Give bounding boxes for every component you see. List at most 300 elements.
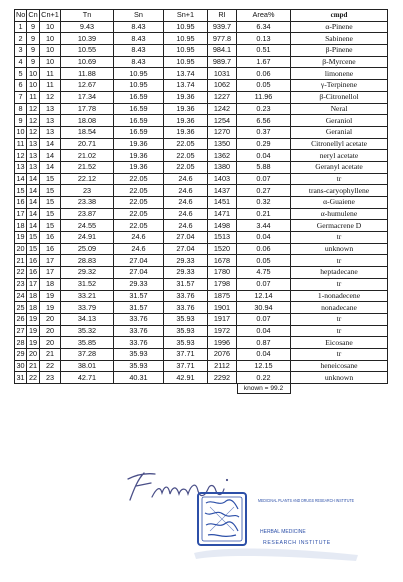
cell-no: 27: [16, 325, 25, 335]
cell-no: 5: [15, 68, 27, 80]
cell-sn: 24.6: [114, 243, 164, 255]
cell-compound: Eicosane: [291, 337, 388, 349]
cell-ri: 1996: [208, 337, 237, 349]
cell-area: 30.94: [237, 302, 291, 314]
cell-sn1: 19.36: [164, 91, 208, 103]
cell-no: 31: [16, 372, 25, 382]
cell-sn: 8.43: [114, 56, 164, 68]
cell-compound: Geranial: [291, 126, 388, 138]
cell-sn: 16.59: [114, 126, 164, 138]
cell-compound: α-Guaiene: [291, 197, 388, 209]
cell-ri: 1242: [208, 103, 237, 115]
cell-sn: 16.59: [114, 103, 164, 115]
cell-tn: 18.54: [61, 126, 114, 138]
cell-no: 26: [16, 314, 25, 324]
cell-area: 0.13: [237, 33, 291, 45]
cell-sn1: 37.71: [164, 348, 208, 360]
cell-cn1: 10: [40, 56, 61, 68]
cell-cn: 17: [27, 278, 40, 290]
cell-no: 8: [15, 103, 27, 115]
cell-area: 0.29: [237, 138, 291, 150]
col-header-cn1: Cn+1: [41, 10, 59, 20]
table-row: [15, 255, 388, 267]
cell-sn: 35.93: [114, 348, 164, 360]
cell-cn1: 14: [40, 161, 61, 173]
cell-cn1: 16: [40, 232, 61, 244]
cell-no: 6: [15, 80, 27, 92]
stamp-line-2: HERBAL MEDICINE: [260, 529, 306, 535]
cell-sn1: 22.05: [164, 150, 208, 162]
cell-tn: 35.32: [61, 325, 114, 337]
cell-cn1: 19: [40, 302, 61, 314]
cell-tn: 37.28: [61, 348, 114, 360]
cell-ri: 1498: [208, 220, 237, 232]
gc-ms-composition-table: [14, 9, 388, 384]
cell-tn: 28.83: [61, 255, 114, 267]
cell-tn: 23.38: [61, 197, 114, 209]
cell-cn: 9: [27, 45, 40, 57]
cell-cn1: 12: [40, 91, 61, 103]
cell-no: 28: [16, 337, 25, 347]
cell-sn: 10.95: [114, 68, 164, 80]
cell-sn1: 13.74: [164, 68, 208, 80]
col-header-no: No: [16, 10, 26, 20]
table-row: [15, 313, 388, 325]
cell-tn: 12.67: [61, 80, 114, 92]
cell-cn1: 22: [40, 360, 61, 372]
stamp-line-3: RESEARCH INSTITUTE: [263, 540, 331, 546]
cell-cn: 9: [27, 33, 40, 45]
cell-sn: 8.43: [114, 45, 164, 57]
cell-cn1: 15: [40, 185, 61, 197]
cell-cn1: 19: [40, 290, 61, 302]
cell-cn1: 13: [40, 103, 61, 115]
cell-sn1: 13.74: [164, 80, 208, 92]
cell-sn1: 42.91: [164, 372, 208, 384]
cell-no: 22: [16, 267, 25, 277]
table-row: [15, 115, 388, 127]
cell-ri: 1780: [208, 267, 237, 279]
table-row: [15, 208, 388, 220]
cell-no: 2: [15, 33, 27, 45]
cell-compound: tr: [291, 255, 388, 267]
cell-tn: 9.43: [61, 21, 114, 33]
cell-cn: 14: [27, 197, 40, 209]
table-row: [15, 173, 388, 185]
institute-stamp: [190, 487, 360, 569]
cell-area: 0.06: [237, 243, 291, 255]
cell-sn1: 10.95: [164, 45, 208, 57]
table-body: [15, 21, 388, 383]
cell-ri: 1227: [208, 91, 237, 103]
cell-area: 0.07: [237, 313, 291, 325]
cell-sn1: 35.93: [164, 337, 208, 349]
cell-sn1: 10.95: [164, 56, 208, 68]
cell-tn: 29.32: [61, 267, 114, 279]
cell-area: 0.06: [237, 68, 291, 80]
cell-tn: 17.34: [61, 91, 114, 103]
cell-sn1: 22.05: [164, 138, 208, 150]
cell-sn: 31.57: [114, 302, 164, 314]
table-row: [15, 325, 388, 337]
cell-area: 11.96: [237, 91, 291, 103]
cell-cn1: 10: [40, 33, 61, 45]
cell-cn1: 14: [40, 138, 61, 150]
cell-sn: 22.05: [114, 173, 164, 185]
cell-no: 3: [15, 45, 27, 57]
cell-compound: α-humulene: [291, 208, 388, 220]
cell-no: 23: [16, 279, 25, 289]
cell-tn: 21.02: [61, 150, 114, 162]
cell-compound: trans-caryophyllene: [291, 185, 388, 197]
cell-ri: 1451: [208, 197, 237, 209]
cell-cn: 12: [27, 126, 40, 138]
cell-sn1: 19.36: [164, 115, 208, 127]
table-row: [15, 33, 388, 45]
cell-no: 14: [16, 173, 25, 183]
table-row: [15, 232, 388, 244]
cell-cn: 10: [27, 68, 40, 80]
cell-cn: 13: [27, 138, 40, 150]
table-row: [15, 45, 388, 57]
cell-compound: β-Citronellol: [291, 91, 388, 103]
cell-compound: heneicosane: [291, 360, 388, 372]
cell-sn: 24.6: [114, 232, 164, 244]
cell-cn: 9: [27, 21, 40, 33]
cell-cn1: 21: [40, 348, 61, 360]
cell-tn: 33.79: [61, 302, 114, 314]
cell-area: 0.05: [237, 255, 291, 267]
cell-compound: Geraniol: [291, 115, 388, 127]
table-row: [15, 243, 388, 255]
cell-area: 0.04: [237, 348, 291, 360]
cell-ri: 1362: [208, 150, 237, 162]
table-row: [15, 348, 388, 360]
cell-ri: 1678: [208, 255, 237, 267]
cell-ri: 939.7: [208, 21, 237, 33]
cell-area: 0.32: [237, 197, 291, 209]
cell-tn: 34.13: [61, 313, 114, 325]
cell-compound: tr: [291, 173, 388, 185]
cell-sn: 19.36: [114, 150, 164, 162]
cell-no: 10: [16, 127, 25, 137]
cell-compound: Sabinene: [291, 33, 388, 45]
cell-ri: 2292: [208, 372, 237, 384]
cell-tn: 11.88: [61, 68, 114, 80]
cell-compound: tr: [291, 325, 388, 337]
cell-cn: 10: [27, 80, 40, 92]
cell-area: 0.87: [237, 337, 291, 349]
stamp-line-1: MEDICINAL PLANTS AND DRUGS RESEARCH INSTITUTE: [258, 498, 355, 503]
cell-tn: 10.39: [61, 33, 114, 45]
cell-ri: 1471: [208, 208, 237, 220]
col-header-cn: Cn: [28, 10, 38, 20]
cell-cn1: 10: [40, 45, 61, 57]
cell-no: 4: [15, 56, 27, 68]
cell-no: 9: [15, 115, 27, 127]
cell-ri: 1062: [208, 80, 237, 92]
table-row: [15, 138, 388, 150]
col-header-sn: Sn: [114, 10, 164, 22]
cell-cn: 14: [27, 185, 40, 197]
cell-area: 0.23: [237, 103, 291, 115]
cell-ri: 2112: [208, 360, 237, 372]
cell-sn: 22.05: [114, 185, 164, 197]
table-row: [15, 56, 388, 68]
cell-no: 16: [16, 197, 25, 207]
table-row: [15, 103, 388, 115]
cell-cn: 15: [27, 243, 40, 255]
cell-compound: unknown: [291, 243, 388, 255]
cell-sn: 22.05: [114, 208, 164, 220]
cell-no: 12: [16, 150, 25, 160]
cell-cn: 18: [27, 290, 40, 302]
cell-sn: 16.59: [114, 115, 164, 127]
cell-area: 0.04: [237, 325, 291, 337]
col-header-compound: cmpd: [291, 10, 388, 22]
cell-ri: 1875: [208, 290, 237, 302]
cell-area: 0.22: [237, 372, 291, 384]
cell-sn1: 33.76: [164, 290, 208, 302]
cell-area: 1.67: [237, 56, 291, 68]
cell-sn: 19.36: [114, 138, 164, 150]
cell-area: 0.51: [237, 45, 291, 57]
cell-ri: 1254: [208, 115, 237, 127]
table-row: [15, 220, 388, 232]
cell-cn: 13: [27, 150, 40, 162]
cell-cn1: 20: [40, 313, 61, 325]
table-row: [15, 360, 388, 372]
cell-sn1: 22.05: [164, 161, 208, 173]
cell-ri: 977.8: [208, 33, 237, 45]
cell-sn: 22.05: [114, 220, 164, 232]
cell-sn1: 10.95: [164, 21, 208, 33]
cell-compound: Germacrene D: [291, 220, 388, 232]
cell-ri: 1917: [208, 313, 237, 325]
cell-area: 0.07: [237, 173, 291, 185]
cell-cn1: 13: [40, 126, 61, 138]
cell-sn1: 19.36: [164, 126, 208, 138]
cell-cn1: 10: [40, 21, 61, 33]
cell-cn: 13: [27, 161, 40, 173]
cell-sn1: 27.04: [164, 243, 208, 255]
cell-cn1: 16: [40, 243, 61, 255]
cell-ri: 1798: [208, 278, 237, 290]
table-row: [15, 91, 388, 103]
cell-no: 25: [16, 302, 25, 312]
cell-cn1: 13: [40, 115, 61, 127]
cell-tn: 24.91: [61, 232, 114, 244]
cell-cn: 14: [27, 220, 40, 232]
cell-ri: 1520: [208, 243, 237, 255]
cell-area: 0.05: [237, 80, 291, 92]
cell-sn: 22.05: [114, 197, 164, 209]
cell-sn: 8.43: [114, 33, 164, 45]
cell-no: 1: [15, 21, 27, 33]
cell-tn: 42.71: [61, 372, 114, 384]
cell-area: 6.56: [237, 115, 291, 127]
cell-tn: 20.71: [61, 138, 114, 150]
cell-sn: 40.31: [114, 372, 164, 384]
cell-cn1: 23: [40, 372, 61, 384]
cell-ri: 2076: [208, 348, 237, 360]
cell-ri: 1437: [208, 185, 237, 197]
cell-sn1: 37.71: [164, 360, 208, 372]
table-row: [15, 161, 388, 173]
cell-ri: 1972: [208, 325, 237, 337]
cell-tn: 35.85: [61, 337, 114, 349]
cell-ri: 1270: [208, 126, 237, 138]
cell-cn: 12: [27, 103, 40, 115]
cell-sn1: 27.04: [164, 232, 208, 244]
cell-ri: 1380: [208, 161, 237, 173]
cell-cn: 11: [27, 91, 40, 103]
cell-compound: limonene: [291, 68, 388, 80]
cell-cn1: 15: [40, 173, 61, 185]
cell-no: 17: [16, 209, 25, 219]
col-header-sn1: Sn+1: [164, 10, 208, 22]
cell-tn: 31.52: [61, 278, 114, 290]
cell-cn: 12: [27, 115, 40, 127]
table-row: [15, 197, 388, 209]
cell-sn1: 10.95: [164, 33, 208, 45]
cell-no: 18: [16, 220, 25, 230]
table-header-row: [15, 10, 388, 22]
cell-tn: 18.08: [61, 115, 114, 127]
col-header-area: Area%: [237, 10, 291, 22]
cell-compound: neryl acetate: [291, 150, 388, 162]
cell-cn: 22: [27, 372, 40, 384]
cell-compound: γ-Terpinene: [291, 80, 388, 92]
cell-tn: 38.01: [61, 360, 114, 372]
table-row: [15, 126, 388, 138]
cell-area: 0.37: [237, 126, 291, 138]
col-header-ri: RI: [208, 10, 237, 22]
cell-compound: tr: [291, 348, 388, 360]
cell-sn1: 19.36: [164, 103, 208, 115]
cell-compound: β-Myrcene: [291, 56, 388, 68]
cell-area: 0.04: [237, 150, 291, 162]
table-row: [15, 267, 388, 279]
cell-cn1: 15: [40, 197, 61, 209]
cell-ri: 989.7: [208, 56, 237, 68]
cell-cn: 19: [27, 337, 40, 349]
cell-cn: 16: [27, 267, 40, 279]
cell-no: 13: [16, 162, 25, 172]
cell-compound: heptadecane: [291, 267, 388, 279]
cell-tn: 25.09: [61, 243, 114, 255]
cell-no: 24: [16, 290, 25, 300]
cell-area: 12.15: [237, 360, 291, 372]
cell-cn1: 18: [40, 278, 61, 290]
cell-no: 7: [15, 91, 27, 103]
cell-sn1: 24.6: [164, 220, 208, 232]
cell-sn: 27.04: [114, 255, 164, 267]
table-row: [15, 337, 388, 349]
cell-ri: 984.1: [208, 45, 237, 57]
cell-sn1: 29.33: [164, 267, 208, 279]
cell-cn1: 17: [40, 255, 61, 267]
cell-sn1: 24.6: [164, 173, 208, 185]
cell-cn: 9: [27, 56, 40, 68]
table-row: [15, 372, 388, 384]
cell-area: 0.04: [237, 232, 291, 244]
cell-tn: 24.55: [61, 220, 114, 232]
cell-compound: nonadecane: [291, 302, 388, 314]
cell-compound: 1-nonadecene: [291, 290, 388, 302]
cell-sn1: 24.6: [164, 208, 208, 220]
cell-area: 0.21: [237, 208, 291, 220]
cell-tn: 33.21: [61, 290, 114, 302]
cell-ri: 1403: [208, 173, 237, 185]
cell-compound: α-Pinene: [291, 21, 388, 33]
cell-sn1: 24.6: [164, 197, 208, 209]
table-row: [15, 150, 388, 162]
cell-cn: 20: [27, 348, 40, 360]
table-row: [15, 290, 388, 302]
cell-no: 30: [16, 360, 25, 370]
cell-no: 21: [16, 255, 25, 265]
cell-sn: 19.36: [114, 161, 164, 173]
cell-compound: β-Pinene: [291, 45, 388, 57]
cell-sn: 35.93: [114, 360, 164, 372]
cell-sn1: 33.76: [164, 302, 208, 314]
cell-no: 29: [16, 349, 25, 359]
table-row: [15, 21, 388, 33]
cell-cn: 19: [27, 313, 40, 325]
cell-tn: 10.69: [61, 56, 114, 68]
cell-tn: 23: [61, 185, 114, 197]
cell-compound: Geranyl acetate: [291, 161, 388, 173]
cell-sn: 16.59: [114, 91, 164, 103]
cell-sn1: 31.57: [164, 278, 208, 290]
cell-sn1: 35.93: [164, 313, 208, 325]
cell-no: 19: [16, 232, 25, 242]
cell-compound: Neral: [291, 103, 388, 115]
cell-area: 12.14: [237, 290, 291, 302]
cell-cn: 15: [27, 232, 40, 244]
cell-compound: tr: [291, 313, 388, 325]
cell-sn1: 29.33: [164, 255, 208, 267]
cell-cn: 21: [27, 360, 40, 372]
cell-ri: 1031: [208, 68, 237, 80]
cell-no: 20: [16, 244, 25, 254]
col-header-tn: Tn: [61, 10, 114, 22]
cell-area: 3.44: [237, 220, 291, 232]
cell-tn: 21.52: [61, 161, 114, 173]
cell-no: 11: [15, 138, 27, 150]
cell-tn: 10.55: [61, 45, 114, 57]
cell-compound: tr: [291, 232, 388, 244]
table-row: [15, 278, 388, 290]
cell-compound: unknown: [291, 372, 388, 384]
cell-tn: 17.78: [61, 103, 114, 115]
cell-cn1: 15: [40, 208, 61, 220]
cell-cn: 14: [27, 173, 40, 185]
table-row: [15, 80, 388, 92]
cell-cn: 18: [27, 302, 40, 314]
cell-ri: 1350: [208, 138, 237, 150]
cell-sn: 33.76: [114, 313, 164, 325]
cell-area: 5.88: [237, 161, 291, 173]
table-row: [15, 185, 388, 197]
cell-sn: 27.04: [114, 267, 164, 279]
cell-cn1: 14: [40, 150, 61, 162]
cell-tn: 23.87: [61, 208, 114, 220]
cell-cn1: 11: [40, 68, 61, 80]
cell-ri: 1513: [208, 232, 237, 244]
cell-sn: 29.33: [114, 278, 164, 290]
